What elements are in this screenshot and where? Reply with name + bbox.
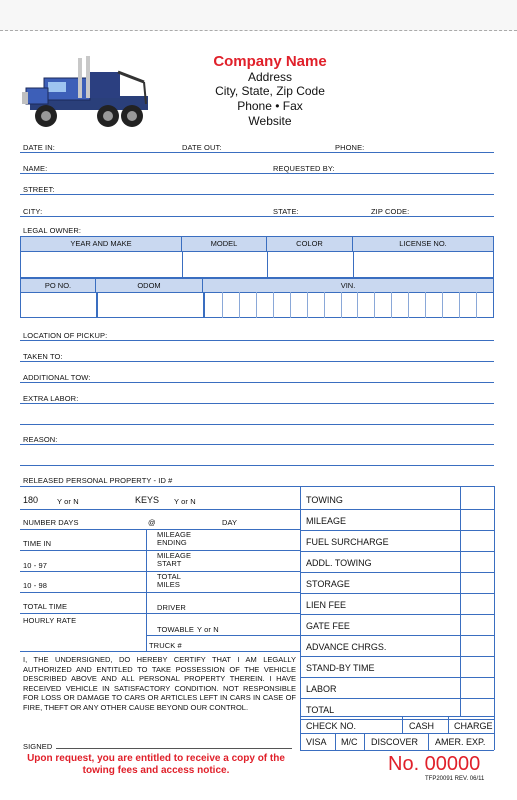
mc-option: M/C (341, 737, 358, 747)
charge-advance-chrgs: ADVANCE CHRGS. (306, 642, 387, 652)
grid-divider (146, 529, 147, 651)
total-time-label: TOTAL TIME (23, 602, 68, 611)
cell-divider (203, 292, 205, 318)
charge-row-line (300, 719, 494, 720)
mileage-ending-label: MILEAGE ENDING (157, 530, 192, 547)
charge-storage: STORAGE (306, 579, 350, 589)
vin-box-divider (324, 292, 325, 318)
charge-row-line (300, 593, 494, 594)
form-code: TFP20091 REV. 06/11 (425, 776, 485, 782)
company-name: Company Name (213, 53, 327, 70)
keys-label: KEYS (135, 495, 160, 505)
company-phone-fax: Phone • Fax (237, 99, 303, 113)
day-label: DAY (222, 518, 238, 527)
rule-line (146, 635, 300, 636)
rule-line (20, 651, 300, 652)
rule-line (20, 509, 300, 510)
cell-divider (353, 251, 354, 277)
charge-addl-towing: ADDL. TOWING (306, 558, 372, 568)
charge-option: CHARGE (454, 721, 493, 731)
name-label: NAME: (23, 164, 48, 173)
form-number: No. 00000 (388, 753, 481, 775)
hourly-rate-label: HOURLY RATE (23, 616, 77, 625)
po-header: PO NO. (21, 279, 96, 292)
rule-line (20, 592, 300, 593)
driver-label: DRIVER (157, 603, 186, 612)
rule-line (20, 465, 494, 466)
cell-divider (335, 733, 336, 750)
charge-row-line (300, 677, 494, 678)
truck-label: TRUCK # (149, 641, 182, 650)
row-1097-label: 10 - 97 (23, 561, 48, 570)
vin-box-divider (239, 292, 240, 318)
vin-box-divider (391, 292, 392, 318)
color-header: COLOR (267, 237, 353, 251)
charge-towing: TOWING (306, 495, 343, 505)
company-city-state-zip: City, State, Zip Code (215, 84, 325, 98)
extra-labor-label: EXTRA LABOR: (23, 394, 79, 403)
charge-mileage: MILEAGE (306, 516, 347, 526)
reason-label: REASON: (23, 435, 58, 444)
rule-line (20, 361, 494, 362)
charge-stand-by-time: STAND-BY TIME (306, 663, 375, 673)
yes-no-keys: Y or N (174, 497, 196, 506)
vin-box-divider (341, 292, 342, 318)
charge-total: TOTAL (306, 705, 335, 715)
date-out-label: DATE OUT: (182, 143, 222, 152)
perforated-strip (0, 0, 517, 31)
rule-line (20, 292, 494, 293)
mileage-start-label: MILEAGE START (157, 551, 192, 568)
vin-box-divider (459, 292, 460, 318)
cell-divider (428, 733, 429, 750)
rule-line (300, 733, 494, 734)
vin-box-divider (273, 292, 274, 318)
rule-line (20, 382, 494, 383)
yes-no-towable: Y or N (197, 625, 219, 634)
charge-fuel-surcharge: FUEL SURCHARGE (306, 537, 389, 547)
charge-gate-fee: GATE FEE (306, 621, 350, 631)
signature-line (56, 748, 292, 749)
odom-header: ODOM (96, 279, 203, 292)
cash-option: CASH (409, 721, 435, 731)
cell-divider (364, 733, 365, 750)
rule-line (20, 251, 494, 252)
vin-header: VIN. (203, 279, 493, 292)
time-in-label: TIME IN (23, 539, 52, 548)
charge-row-line (300, 698, 494, 699)
vin-box-divider (476, 292, 477, 318)
company-website: Website (248, 114, 292, 128)
charge-row-line (300, 614, 494, 615)
street-label: STREET: (23, 185, 55, 194)
vin-box-divider (442, 292, 443, 318)
check-no-label: CHECK NO. (306, 721, 357, 731)
charge-row-line (300, 656, 494, 657)
cell-divider (448, 716, 449, 733)
year-make-header: YEAR AND MAKE (21, 237, 182, 251)
rule-line (20, 403, 494, 404)
number-days-label: NUMBER DAYS (23, 518, 79, 527)
yes-no-180: Y or N (57, 497, 79, 506)
vin-box-divider (357, 292, 358, 318)
cell-divider (182, 251, 183, 277)
charge-labor: LABOR (306, 684, 337, 694)
rule-line (300, 750, 494, 751)
charge-row-line (300, 509, 494, 510)
rule-line (20, 444, 494, 445)
notice-text: Upon request, you are entitled to receive a copy of the towing fees and access notice. (27, 753, 285, 776)
charges-amount-divider (460, 486, 461, 716)
vin-box-divider (408, 292, 409, 318)
discover-option: DISCOVER (371, 737, 419, 747)
legal-owner-label: LEGAL OWNER: (23, 226, 82, 235)
rule-line (300, 716, 494, 717)
additional-tow-label: ADDITIONAL TOW: (23, 373, 91, 382)
license-header: LICENSE NO. (353, 237, 493, 251)
at-symbol: @ (148, 518, 156, 527)
visa-option: VISA (306, 737, 327, 747)
cell-divider (267, 251, 268, 277)
state-label: STATE: (273, 207, 299, 216)
charges-divider (300, 486, 301, 750)
cell-divider (96, 292, 98, 318)
amex-option: AMER. EXP. (435, 737, 486, 747)
released-property-label: RELEASED PERSONAL PROPERTY - ID # (23, 476, 173, 485)
charges-right-border (494, 486, 495, 750)
city-label: CITY: (23, 207, 43, 216)
charge-row-line (300, 572, 494, 573)
rule-line (20, 152, 494, 153)
rule-line (20, 216, 494, 217)
rule-line (20, 424, 494, 425)
tow-truck-logo (22, 52, 162, 134)
model-header: MODEL (182, 237, 267, 251)
towable-label: TOWABLE (157, 625, 194, 634)
vin-box-divider (290, 292, 291, 318)
company-address: Address (247, 70, 293, 84)
zip-label: ZIP CODE: (371, 207, 410, 216)
charge-lien-fee: LIEN FEE (306, 600, 347, 610)
cell-divider (402, 716, 403, 733)
certification-text: I, THE UNDERSIGNED, DO HEREBY CERTIFY THAT I AM LEGALLY AUTHORIZED AND ENTITLED TO TAKE POSSESSION OF THE VEHICLE DESCRIBED ABOVE AND ALL PERSONAL PROPERTY THEREIN. I HAVE RECEIVED VEHICLE IN SATISFACTORY CONDITION. NOT RESPONSIBLE FOR LOSS OR DAMAGE TO CARS OR ARTICLES LEFT IN CARS IN CASE OF FIRE, THEFT OR ANY OTHER CAUSE BEYOND OUR CONTROL. (23, 655, 296, 712)
taken-to-label: TAKEN TO: (23, 352, 63, 361)
requested-by-label: REQUESTED BY: (273, 164, 335, 173)
vin-box-divider (222, 292, 223, 318)
signed-label: SIGNED (23, 742, 53, 751)
total-miles-label: TOTAL MILES (157, 572, 181, 589)
vin-box-divider (374, 292, 375, 318)
charge-row-line (300, 551, 494, 552)
rule-line (20, 486, 494, 487)
vin-box-divider (425, 292, 426, 318)
location-pickup-label: LOCATION OF PICKUP: (23, 331, 108, 340)
charge-row-line (300, 635, 494, 636)
vin-box-divider (256, 292, 257, 318)
rule-line (20, 194, 494, 195)
rule-line (20, 173, 494, 174)
rule-line (20, 613, 300, 614)
rule-line (20, 340, 494, 341)
phone-label: PHONE: (335, 143, 365, 152)
row-180-label: 180 (23, 495, 39, 505)
vin-box-divider (307, 292, 308, 318)
charge-row-line (300, 530, 494, 531)
date-in-label: DATE IN: (23, 143, 55, 152)
row-1098-label: 10 - 98 (23, 581, 48, 590)
